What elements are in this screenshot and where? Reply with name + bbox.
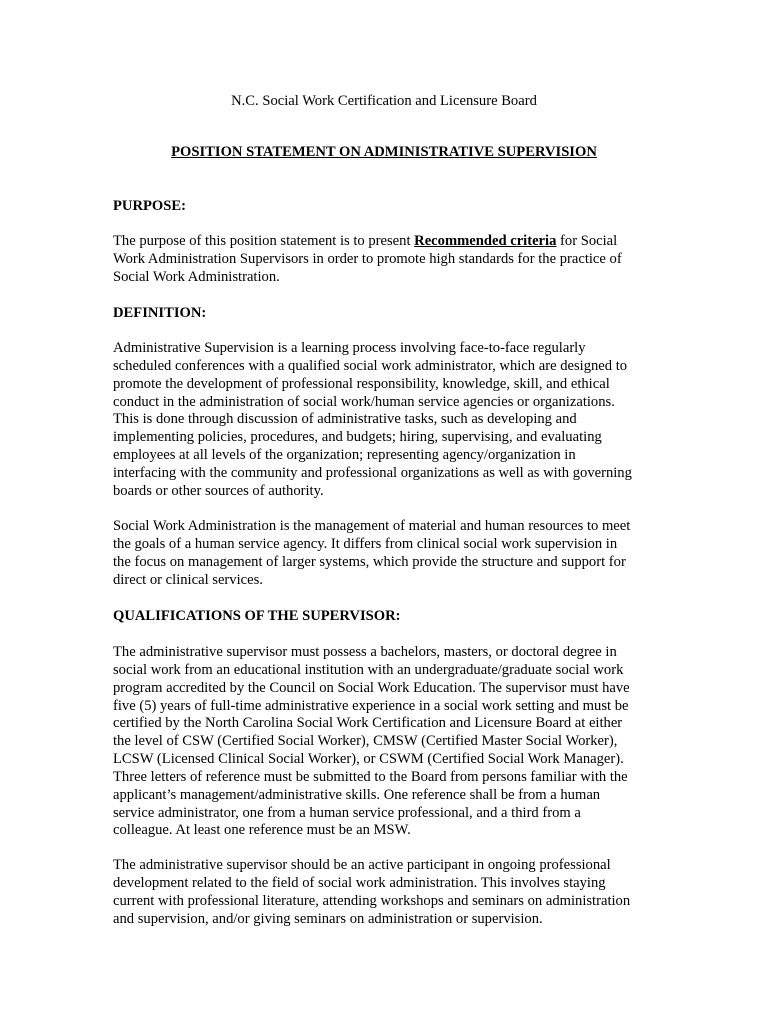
- qualifications-paragraph-1: [113, 644, 653, 840]
- definition-paragraph-2: [113, 518, 653, 589]
- purpose-line: Work Administration Supervisors in order to promote high standards for the practice of: [113, 250, 622, 267]
- document-title: POSITION STATEMENT ON ADMINISTRATIVE SUPERVISION: [171, 144, 597, 160]
- qualifications-heading: QUALIFICATIONS OF THE SUPERVISOR:: [113, 608, 401, 624]
- recommended-criteria-emphasis: Recommended criteria: [414, 233, 557, 249]
- definition-line: interfacing with the community and professional organizations as well as with governing: [113, 464, 632, 481]
- qualifications-line: the level of CSW (Certified Social Worker), CMSW (Certified Master Social Worker),: [113, 733, 618, 750]
- qualifications-line: The administrative supervisor must possess a bachelors, masters, or doctoral degree in: [113, 644, 617, 660]
- qualifications-line: LCSW (Licensed Clinical Social Worker), or CSWM (Certified Social Work Manager).: [113, 751, 624, 768]
- definition-heading: DEFINITION:: [113, 305, 207, 321]
- definition-line: scheduled conferences with a qualified social work administrator, which are designed to: [113, 357, 628, 374]
- definition-line: the goals of a human service agency. It differs from clinical social work supervision in: [113, 535, 618, 552]
- purpose-text-suffix: for Social: [556, 233, 618, 249]
- definition-paragraph-1: [113, 340, 653, 501]
- definition-line: Social Work Administration is the management of material and human resources to meet: [113, 518, 631, 534]
- organization-name: N.C. Social Work Certification and Licensure Board: [231, 93, 537, 109]
- definition-line: boards or other sources of authority.: [113, 482, 324, 499]
- definition-line: the focus on management of larger systems, which provide the structure and support for: [113, 553, 626, 570]
- purpose-paragraph: [113, 233, 653, 287]
- qualifications-line: development related to the field of social work administration. This involves staying: [113, 874, 606, 891]
- definition-line: promote the development of professional responsibility, knowledge, skill, and ethical: [113, 375, 610, 392]
- qualifications-line: colleague. At least one reference must be an MSW.: [113, 822, 411, 839]
- purpose-text-prefix: The purpose of this position statement is to present: [113, 233, 415, 249]
- qualifications-line: certified by the North Carolina Social Work Certification and Licensure Board at either: [113, 715, 623, 732]
- qualifications-line: program accredited by the Council on Social Work Education. The supervisor must have: [113, 679, 630, 696]
- qualifications-line: social work from an educational institution with an undergraduate/graduate social work: [113, 661, 624, 678]
- qualifications-line: Three letters of reference must be submitted to the Board from persons familiar with the: [113, 768, 628, 785]
- qualifications-line: current with professional literature, attending workshops and seminars on administration: [113, 892, 631, 909]
- qualifications-line: and supervision, and/or giving seminars on administration or supervision.: [113, 910, 543, 927]
- purpose-line: [113, 233, 653, 251]
- purpose-heading: PURPOSE:: [113, 198, 186, 214]
- definition-line: conduct in the administration of social work/human service agencies or organizations.: [113, 393, 615, 410]
- qualifications-line: service administrator, one from a human service professional, and a third from a: [113, 804, 581, 821]
- purpose-line: Social Work Administration.: [113, 268, 280, 285]
- definition-line: implementing policies, procedures, and budgets; hiring, supervising, and evaluating: [113, 429, 602, 446]
- qualifications-paragraph-2: [113, 857, 653, 928]
- definition-line: direct or clinical services.: [113, 571, 263, 588]
- qualifications-line: five (5) years of full-time administrative experience in a social work setting and must be: [113, 697, 629, 714]
- definition-line: Administrative Supervision is a learning process involving face-to-face regularly: [113, 340, 586, 356]
- qualifications-line: The administrative supervisor should be an active participant in ongoing professional: [113, 857, 611, 873]
- qualifications-line: applicant’s management/administrative skills. One reference shall be from a human: [113, 786, 601, 803]
- definition-line: This is done through discussion of administrative tasks, such as developing and: [113, 411, 577, 428]
- definition-line: employees at all levels of the organization; representing agency/organization in: [113, 447, 576, 464]
